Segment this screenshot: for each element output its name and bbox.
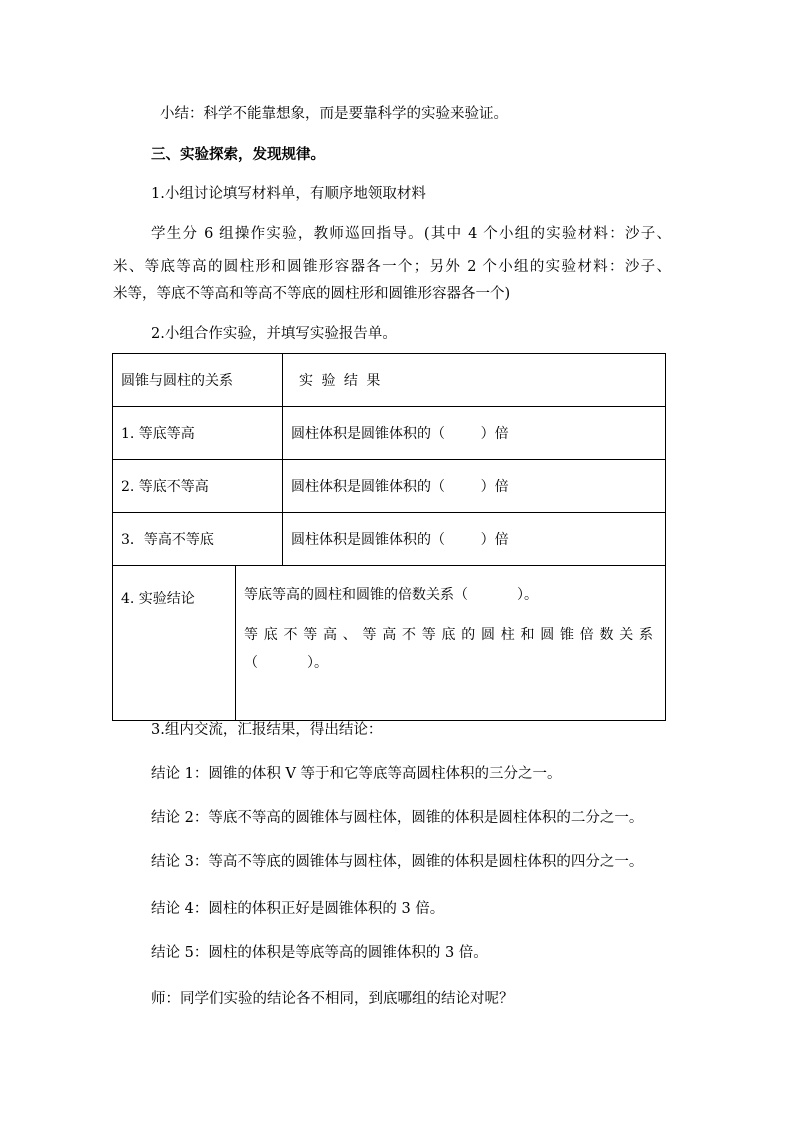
conclusion-cell	[113, 566, 666, 721]
section-heading: 三、实验探索，发现规律。	[151, 146, 325, 163]
conclusion-5: 结论 5：圆柱的体积是等底等高的圆锥体积的 3 倍。	[151, 945, 488, 961]
row-result-3: 圆柱体积是圆锥体积的（ ）倍	[283, 513, 666, 566]
experiment-report-table	[112, 353, 666, 721]
paragraph-line-3: 米等，等底不等高和等高不等底的圆柱形和圆锥形容器各一个)	[113, 286, 511, 302]
table-row	[113, 407, 666, 460]
conclusion-line-3: （ ）。	[244, 655, 328, 671]
teacher-question: 师：同学们实验的结论各不相同，到底哪组的结论对呢？	[151, 991, 514, 1007]
header-relation: 圆锥与圆柱的关系	[113, 354, 283, 407]
conclusion-line-1: 等底等高的圆柱和圆锥的倍数关系（ ）。	[244, 587, 538, 603]
row-label-1: 1. 等底等高	[113, 407, 283, 460]
conclusion-row	[113, 566, 666, 721]
step-2-text: 2.小组合作实验，并填写实验报告单。	[151, 326, 397, 342]
header-result-label: 实 验 结 果	[299, 373, 383, 389]
paragraph-line-2: 米、等底等高的圆柱形和圆锥形容器各一个；另外 2 个小组的实验材料：沙子、	[113, 259, 671, 275]
row-label-2: 2. 等底不等高	[113, 460, 283, 513]
conclusion-4: 结论 4：圆柱的体积正好是圆锥体积的 3 倍。	[151, 901, 445, 917]
row-result-2: 圆柱体积是圆锥体积的（ ）倍	[283, 460, 666, 513]
row-result-1: 圆柱体积是圆锥体积的（ ）倍	[283, 407, 666, 460]
conclusion-1: 结论 1：圆锥的体积 V 等于和它等底等高圆柱体积的三分之一。	[151, 766, 562, 782]
table-row	[113, 460, 666, 513]
conclusion-text	[236, 566, 666, 720]
conclusion-3: 结论 3：等高不等底的圆锥体与圆柱体，圆锥的体积是圆柱体积的四分之一。	[151, 854, 644, 870]
conclusion-2: 结论 2：等底不等高的圆锥体与圆柱体，圆锥的体积是圆柱体积的二分之一。	[151, 810, 644, 826]
summary-text: 小结：科学不能靠想象，而是要靠科学的实验来验证。	[160, 106, 508, 122]
table-header-row	[113, 354, 666, 407]
conclusion-label: 4. 实验结论	[113, 566, 236, 720]
conclusion-inner-table	[113, 566, 665, 720]
row-label-3: 3．等高不等底	[113, 513, 283, 566]
header-result	[283, 354, 666, 407]
step-3-text: 3.组内交流，汇报结果，得出结论：	[151, 722, 383, 738]
step-1-text: 1.小组讨论填写材料单，有顺序地领取材料	[151, 186, 426, 202]
table-row	[113, 513, 666, 566]
paragraph-line-1: 学生分 6 组操作实验，教师巡回指导。(其中 4 个小组的实验材料：沙子、	[151, 226, 671, 242]
conclusion-line-2: 等底不等高、等高不等底的圆柱和圆锥倍数关系	[244, 627, 657, 643]
